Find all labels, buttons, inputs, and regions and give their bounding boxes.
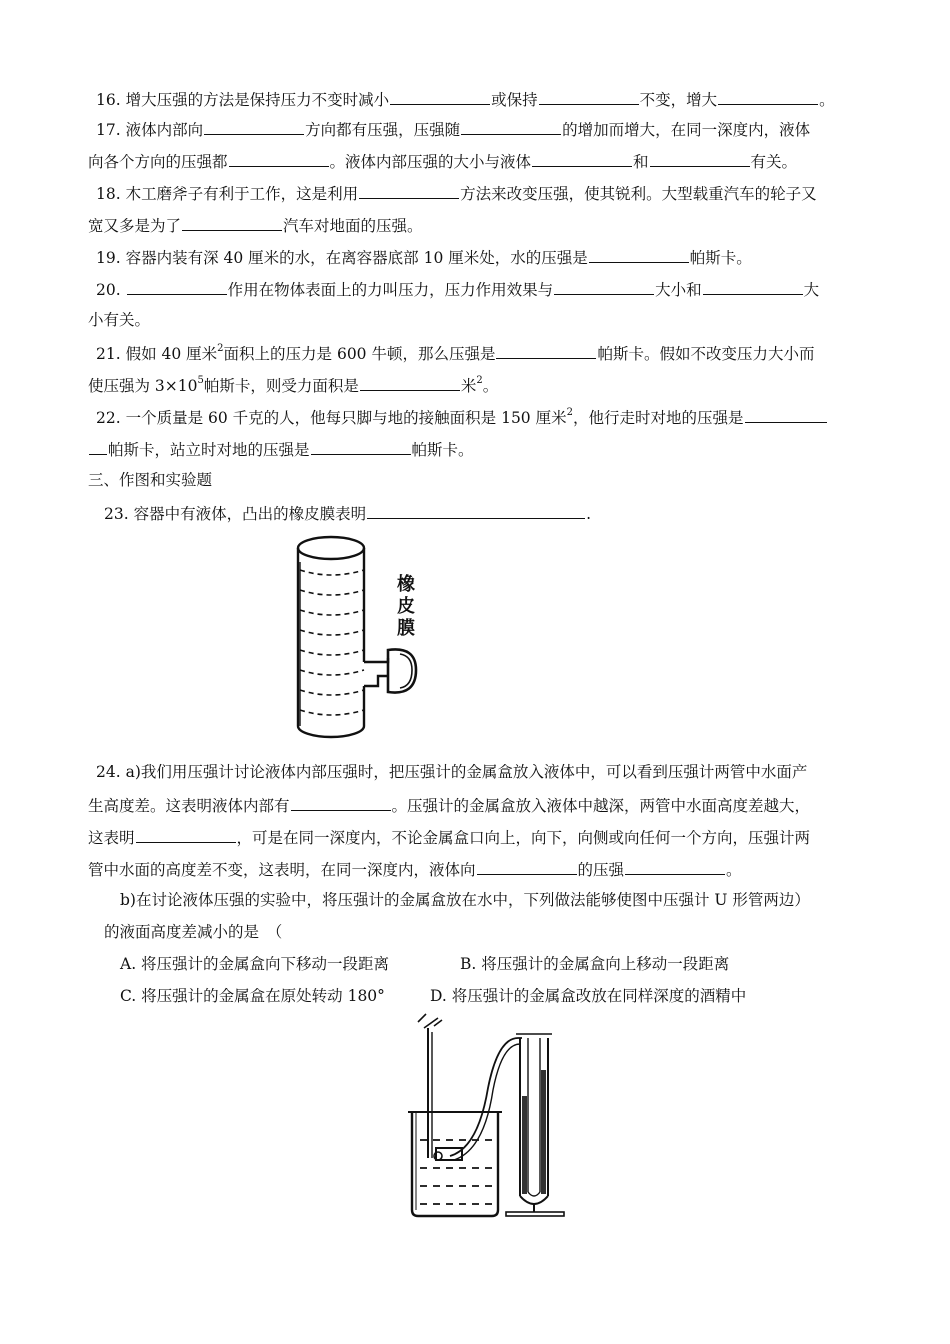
q24-blank-1[interactable] bbox=[291, 794, 391, 811]
q24-text-a2a: 生高度差。这表明液体内部有 bbox=[88, 797, 290, 815]
option-c-text: C. 将压强计的金属盒在原处转动 180° bbox=[120, 987, 385, 1005]
q21-blank-1[interactable] bbox=[496, 342, 596, 359]
q20-blank-1[interactable] bbox=[127, 278, 227, 295]
q20-text-e: 小有关。 bbox=[88, 311, 151, 329]
q20-blank-3[interactable] bbox=[703, 278, 803, 295]
q17-blank-5[interactable] bbox=[650, 150, 750, 167]
q18-text-c: 宽又多是为了 bbox=[88, 217, 182, 235]
option-d[interactable] bbox=[430, 986, 746, 1006]
q21-blank-2[interactable] bbox=[360, 374, 460, 391]
membrane-label bbox=[394, 574, 418, 640]
q24-blank-3[interactable] bbox=[477, 858, 577, 875]
q20-text-d: 大 bbox=[803, 281, 820, 299]
question-24a-line-1 bbox=[96, 762, 807, 782]
q24-text-b1: b)在讨论液体压强的实验中，将压强计的金属盒放在水中，下列做法能够使图中压强计 U 形管两边） bbox=[120, 891, 810, 909]
q22-text-d: 帕斯卡。 bbox=[411, 441, 474, 459]
q16-blank-1[interactable] bbox=[390, 88, 490, 105]
question-24a-line-2 bbox=[88, 794, 810, 816]
question-21-line-2 bbox=[88, 374, 498, 396]
q24-text-a3b: ，可是在同一深度内，不论金属盒口向上，向下，向侧或向任何一个方向，压强计两 bbox=[236, 829, 811, 847]
question-16 bbox=[96, 88, 835, 110]
q17-blank-1[interactable] bbox=[204, 118, 304, 135]
membrane-label-char-2: 皮 bbox=[397, 596, 415, 617]
q17-text-g: 有关。 bbox=[750, 153, 798, 171]
option-b[interactable] bbox=[460, 954, 729, 974]
q22-text-c: 帕斯卡，站立时对地的压强是 bbox=[108, 441, 310, 459]
q17-blank-4[interactable] bbox=[532, 150, 632, 167]
cylinder-membrane-figure bbox=[288, 528, 448, 750]
q20-text-c: 大小和 bbox=[655, 281, 702, 299]
question-24a-line-3 bbox=[88, 826, 810, 848]
q19-text-b: 帕斯卡。 bbox=[689, 249, 752, 267]
q24-text-a3a: 这表明 bbox=[88, 829, 135, 847]
question-23 bbox=[104, 502, 591, 524]
q17-text-d: 向各个方向的压强都 bbox=[88, 153, 228, 171]
q22-blank-1a[interactable] bbox=[745, 406, 827, 423]
q21-text-f: 米 bbox=[460, 377, 477, 395]
q24-text-a4b: 的压强 bbox=[577, 861, 625, 879]
q21-sup-2: 5 bbox=[197, 375, 204, 386]
q21-sup-1: 2 bbox=[217, 343, 224, 354]
q20-blank-2[interactable] bbox=[554, 278, 654, 295]
cylinder-diagram bbox=[288, 528, 448, 750]
question-22-line-2 bbox=[88, 438, 474, 460]
q20-text-b: 作用在物体表面上的力叫压力，压力作用效果与 bbox=[227, 281, 554, 299]
question-24b-line-2 bbox=[104, 922, 282, 942]
q24-blank-2[interactable] bbox=[136, 826, 236, 843]
q16-blank-3[interactable] bbox=[718, 88, 818, 105]
q19-text-a: 19. 容器内装有深 40 厘米的水，在离容器底部 10 厘米处，水的压强是 bbox=[96, 249, 588, 267]
option-a[interactable] bbox=[120, 954, 389, 974]
q24-text-a2b: 。压强计的金属盒放入液体中越深，两管中水面高度差越大， bbox=[391, 797, 811, 815]
q18-text-a: 18. 木工磨斧子有利于工作，这是利用 bbox=[96, 185, 359, 203]
q19-blank-1[interactable] bbox=[589, 246, 689, 263]
q17-text-b: 方向都有压强，压强随 bbox=[305, 121, 461, 139]
option-b-text: B. 将压强计的金属盒向上移动一段距离 bbox=[460, 955, 730, 973]
section-3-heading bbox=[88, 470, 212, 490]
q21-text-d: 使压强为 3×10 bbox=[88, 377, 198, 395]
option-a-text: A. 将压强计的金属盒向下移动一段距离 bbox=[120, 955, 390, 973]
q21-text-e: 帕斯卡，则受力面积是 bbox=[203, 377, 359, 395]
q18-blank-2[interactable] bbox=[182, 214, 282, 231]
q21-text-g: 。 bbox=[482, 377, 499, 395]
question-19 bbox=[96, 246, 752, 268]
q23-text-a: 23. 容器中有液体，凸出的橡皮膜表明 bbox=[104, 505, 367, 523]
q22-blank-1b[interactable] bbox=[89, 438, 107, 455]
question-21-line-1 bbox=[96, 342, 815, 364]
q17-blank-3[interactable] bbox=[229, 150, 329, 167]
option-d-text: D. 将压强计的金属盒改放在同样深度的酒精中 bbox=[430, 987, 747, 1005]
q24-blank-4[interactable] bbox=[625, 858, 725, 875]
q17-text-e: 。液体内部压强的大小与液体 bbox=[329, 153, 532, 171]
q21-text-c: 帕斯卡。假如不改变压力大小而 bbox=[597, 345, 815, 363]
q22-blank-2[interactable] bbox=[311, 438, 411, 455]
membrane-label-char-3: 膜 bbox=[397, 618, 415, 639]
q17-text-a: 17. 液体内部向 bbox=[96, 121, 204, 139]
q18-text-d: 汽车对地面的压强。 bbox=[283, 217, 423, 235]
q21-text-b: 面积上的压力是 600 牛顿，那么压强是 bbox=[223, 345, 496, 363]
q16-text-d: 。 bbox=[819, 91, 835, 109]
question-24b-line-1 bbox=[120, 890, 810, 910]
option-c[interactable] bbox=[120, 986, 385, 1006]
question-20-line-2 bbox=[88, 310, 150, 330]
question-17-line-1 bbox=[96, 118, 810, 140]
question-24a-line-4 bbox=[88, 858, 742, 880]
question-17-line-2 bbox=[88, 150, 797, 172]
q16-blank-2[interactable] bbox=[539, 88, 639, 105]
q21-sup-3: 2 bbox=[476, 375, 483, 386]
q22-sup: 2 bbox=[566, 407, 573, 418]
q18-text-b: 方法来改变压强，使其锐利。大型载重汽车的轮子又 bbox=[460, 185, 817, 203]
q16-text-b: 或保持 bbox=[491, 91, 538, 109]
question-20-line-1 bbox=[96, 278, 819, 300]
q17-text-c: 的增加而增大，在同一深度内，液体 bbox=[562, 121, 811, 139]
manometer-diagram bbox=[398, 1008, 588, 1222]
q18-blank-1[interactable] bbox=[359, 182, 459, 199]
q24-text-a4a: 管中水面的高度差不变，这表明，在同一深度内，液体向 bbox=[88, 861, 476, 879]
q24-text-b2: 的液面高度差减小的是 （ bbox=[104, 923, 283, 941]
q23-blank-1[interactable] bbox=[367, 502, 585, 519]
question-18-line-2 bbox=[88, 214, 423, 236]
q20-text-a: 20. bbox=[96, 281, 121, 299]
section-3-title: 三、作图和实验题 bbox=[88, 471, 213, 489]
q21-text-a: 21. 假如 40 厘米 bbox=[96, 345, 218, 363]
q22-text-b: ，他行走时对地的压强是 bbox=[572, 409, 744, 427]
membrane-label-char-1: 橡 bbox=[397, 574, 415, 595]
q24-text-a1: 24. a)我们用压强计讨论液体内部压强时，把压强计的金属盒放入液体中，可以看到压强计两管中水面产 bbox=[96, 763, 808, 781]
manometer-figure bbox=[398, 1008, 588, 1222]
q24-text-a4c: 。 bbox=[726, 861, 742, 879]
q17-text-f: 和 bbox=[633, 153, 649, 171]
q16-text-a: 16. 增大压强的方法是保持压力不变时减小 bbox=[96, 91, 390, 109]
question-22-line-1 bbox=[96, 406, 828, 428]
q16-text-c: 不变，增大 bbox=[639, 91, 718, 109]
question-18-line-1 bbox=[96, 182, 817, 204]
q22-text-a: 22. 一个质量是 60 千克的人，他每只脚与地的接触面积是 150 厘米 bbox=[96, 409, 567, 427]
q23-text-b: . bbox=[586, 505, 592, 523]
q17-blank-2[interactable] bbox=[461, 118, 561, 135]
